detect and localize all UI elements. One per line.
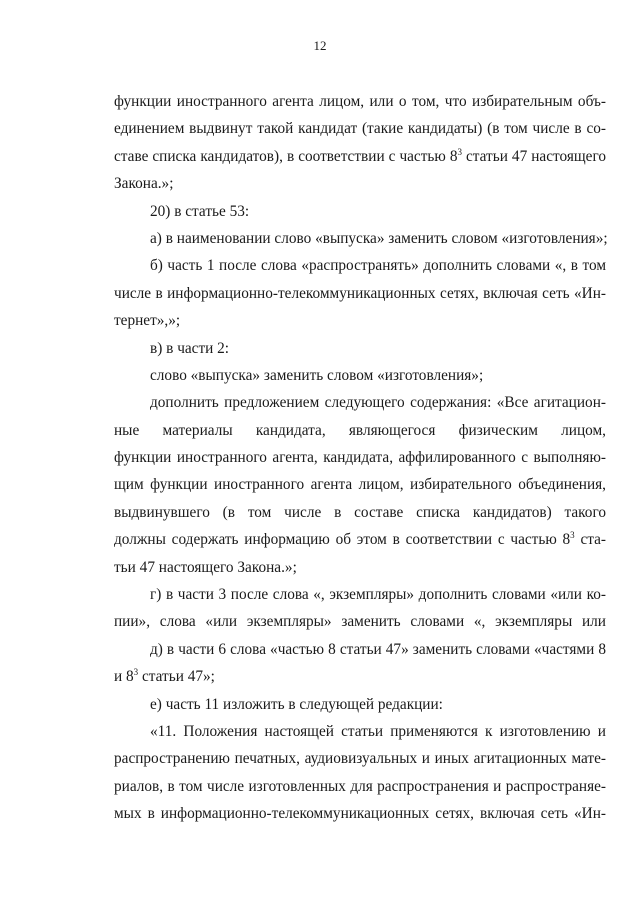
text-line: дополнить предложением следующего содержания: «Все агитацион- xyxy=(150,394,606,412)
document-body xyxy=(114,88,606,828)
text-line: мых в информационно-телекоммуникационных сетях, включая сеть «Ин- xyxy=(114,805,606,823)
text-line: слово «выпуска» заменить словом «изготовления»; xyxy=(150,366,484,384)
text-line: тернет»,»; xyxy=(114,312,181,330)
text-line: тьи 47 настоящего Закона.»; xyxy=(114,558,297,576)
text-line: числе в информационно-телекоммуникационных сетях, включая сеть «Ин- xyxy=(114,284,606,302)
text-line: д) в части 6 слова «частью 8 статьи 47» заменить словами «частями 8 xyxy=(150,640,606,658)
superscript: 3 xyxy=(570,530,575,541)
text-segment: статьи 47»; xyxy=(138,668,215,686)
superscript: 3 xyxy=(133,667,139,678)
text-line: ные материалы кандидата, являющегося физическим лицом, xyxy=(114,421,606,439)
text-line: «11. Положения настоящей статьи применяются к изготовлению и xyxy=(150,722,606,740)
text-line: функции иностранного агента, кандидата, аффилированного с выполняю- xyxy=(114,449,606,467)
text-segment: должны содержать информацию об этом в соответствии с частью 8 xyxy=(114,531,571,549)
text-line: функции иностранного агента лицом, или о том, что избирательным объ- xyxy=(114,93,606,110)
text-line: Закона.»; xyxy=(114,175,174,193)
text-line: выдвинувшего (в том числе в составе списка кандидатов) такого xyxy=(114,503,606,521)
text-line: е) часть 11 изложить в следующей редакции: xyxy=(150,695,443,713)
text-line: 20) в статье 53: xyxy=(150,202,250,220)
text-line: риалов, в том числе изготовленных для распространения и распространяе- xyxy=(114,777,606,795)
text-segment: статьи 47 настоящего xyxy=(461,147,606,165)
text-line: г) в части 3 после слова «, экземпляры» дополнить словами «или ко- xyxy=(150,586,606,604)
text-line: щим функции иностранного агента лицом, избирательного объединения, xyxy=(114,476,606,494)
text-line: б) часть 1 после слова «распространять» дополнить словами «, в том xyxy=(150,257,606,275)
text-line: единением выдвинут такой кандидат (такие кандидаты) (в том числе в со- xyxy=(114,120,606,138)
text-line: а) в наименовании слово «выпуска» заменить словом «изготовления»; xyxy=(150,229,608,247)
text-line: пии», слова «или экземпляры» заменить словами «, экземпляры или xyxy=(114,613,606,631)
text-line xyxy=(114,143,606,170)
text-line xyxy=(114,663,606,690)
text-segment: ста- xyxy=(574,531,606,549)
text-segment: и 8 xyxy=(114,668,134,686)
page-number: 12 xyxy=(313,38,327,53)
text-line: в) в части 2: xyxy=(150,339,230,357)
text-line: распространению печатных, аудиовизуальных и иных агитационных мате- xyxy=(114,750,606,768)
text-segment: ставе списка кандидатов), в соответствии с частью 8 xyxy=(114,147,458,165)
text-line xyxy=(114,526,606,553)
superscript: 3 xyxy=(457,146,462,157)
